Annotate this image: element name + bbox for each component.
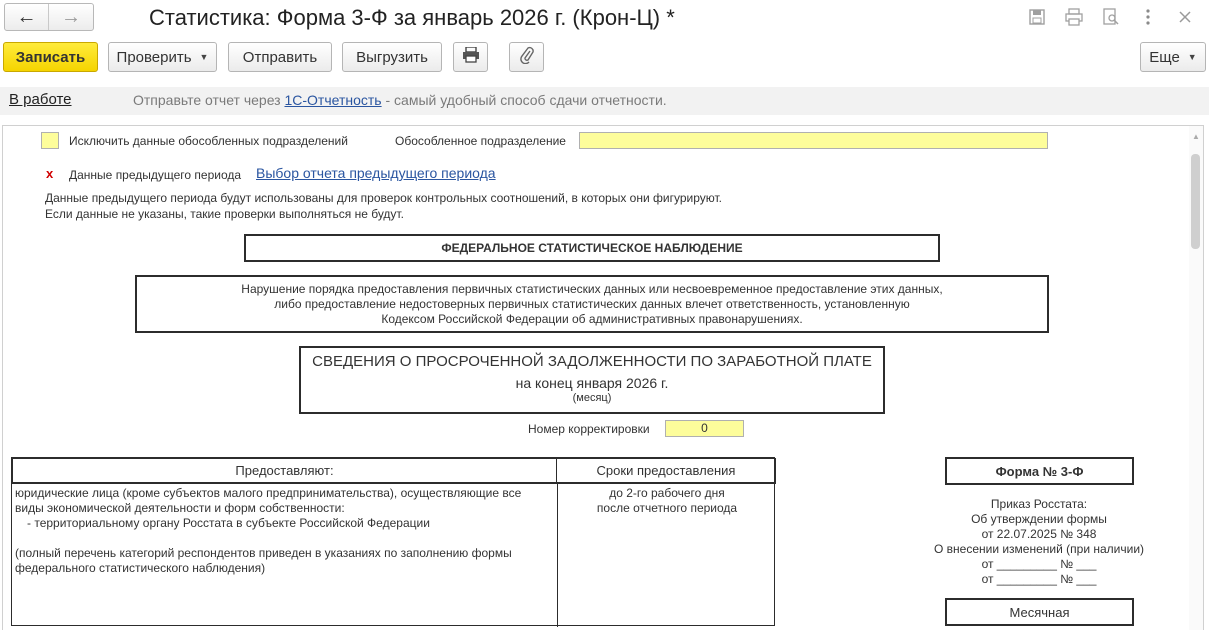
order-line5: от _________ № ___ (981, 557, 1097, 571)
scroll-thumb[interactable] (1191, 154, 1200, 249)
respondents-line4: (полный перечень категорий респондентов приведен в указаниях по заполнению формы (15, 546, 512, 560)
report-form (2, 125, 1204, 630)
order-line2: Об утверждении формы (971, 512, 1107, 526)
more-button-label: Еще (1149, 48, 1180, 66)
close-icon[interactable] (1166, 6, 1203, 28)
clear-previous-icon[interactable]: x (46, 166, 54, 181)
form-number: Форма № 3-Ф (945, 457, 1134, 485)
status-message-before: Отправьте отчет через (133, 92, 285, 108)
export-button[interactable]: Выгрузить (342, 42, 442, 72)
status-line (0, 87, 1209, 115)
paperclip-icon (520, 46, 534, 68)
title-bar (0, 0, 1209, 36)
save-icon[interactable] (1018, 6, 1055, 28)
printer-icon (462, 47, 480, 67)
status-message (133, 92, 667, 108)
more-icon[interactable] (1129, 6, 1166, 28)
correction-number-label: Номер корректировки (528, 422, 650, 436)
print-icon[interactable] (1055, 6, 1092, 28)
respondents-line1: юридические лица (кроме субъектов малого предпринимательства), осуществляющие все (15, 486, 522, 500)
status-state-link[interactable]: В работе (9, 91, 72, 108)
check-button[interactable] (108, 42, 217, 72)
respondents-line3: - территориальному органу Росстата в субъекте Российской Федерации (27, 516, 430, 530)
previous-note-line2: Если данные не указаны, такие проверки выполняться не будут. (45, 207, 404, 221)
attach-button[interactable] (509, 42, 544, 72)
respondents-table (11, 457, 775, 626)
exclude-subdivisions-label: Исключить данные обособленных подразделений (69, 134, 348, 148)
subdivision-field[interactable] (579, 132, 1048, 149)
caret-down-icon: ▼ (1187, 52, 1197, 62)
caret-down-icon: ▼ (199, 52, 209, 62)
respondents-header: Предоставляют: (12, 458, 557, 484)
correction-number-field[interactable]: 0 (665, 420, 744, 437)
periodicity-box: Месячная (945, 598, 1134, 626)
warning-line1: Нарушение порядка предоставления первичных статистических данных или несвоевременное предоставление этих данных, (241, 282, 943, 296)
print-button[interactable] (453, 42, 488, 72)
warning-line3: Кодексом Российской Федерации об административных правонарушениях. (381, 312, 803, 326)
respondents-line5: федерального статистического наблюдения) (15, 561, 266, 575)
window-title: Статистика: Форма 3-Ф за январь 2026 г. (Крон-Ц) * (149, 5, 675, 30)
report-heading (299, 346, 885, 414)
order-line4: О внесении изменений (при наличии) (933, 542, 1145, 556)
send-button[interactable]: Отправить (228, 42, 332, 72)
forward-arrow-icon[interactable]: → (61, 6, 81, 28)
deadline-line1: до 2-го рабочего дня (609, 486, 725, 500)
deadline-cell (558, 486, 776, 516)
vertical-scrollbar[interactable] (1189, 126, 1203, 630)
order-line1: Приказ Росстата: (990, 497, 1088, 511)
scroll-up-icon[interactable]: ▲ (1192, 132, 1200, 141)
rosstat-order (913, 497, 1165, 587)
federal-observation-title: ФЕДЕРАЛЬНОЕ СТАТИСТИЧЕСКОЕ НАБЛЮДЕНИЕ (244, 234, 940, 262)
window-controls (1018, 6, 1203, 28)
navigation-group (4, 3, 94, 31)
preview-icon[interactable] (1092, 6, 1129, 28)
more-button[interactable] (1140, 42, 1206, 72)
order-line3: от 22.07.2025 № 348 (981, 527, 1097, 541)
warning-line2: либо предоставление недостоверных первичных статистических данных влечет ответственность, установленную (274, 297, 910, 311)
respondents-line2: виды экономической деятельности и форм собственности: (15, 501, 345, 515)
check-button-label: Проверить (116, 48, 192, 66)
select-previous-report-link[interactable]: Выбор отчета предыдущего периода (256, 165, 496, 181)
report-period-hint: (месяц) (572, 392, 612, 404)
deadline-line2: после отчетного периода (596, 501, 738, 515)
order-line6: от _________ № ___ (981, 572, 1097, 586)
toolbar (0, 42, 1209, 74)
subdivision-label: Обособленное подразделение (395, 134, 566, 148)
previous-period-label: Данные предыдущего периода (69, 168, 242, 182)
status-message-after: - самый удобный способ сдачи отчетности. (381, 92, 667, 108)
reporting-service-link[interactable]: 1С-Отчетность (284, 92, 382, 108)
liability-warning (135, 275, 1049, 333)
report-period: на конец января 2026 г. (515, 375, 669, 391)
deadline-header: Сроки предоставления (557, 458, 776, 484)
respondents-cell (15, 486, 555, 576)
previous-note-line1: Данные предыдущего периода будут использованы для проверок контрольных соотношений, в которых они фигурируют. (45, 191, 722, 205)
exclude-subdivisions-checkbox[interactable] (41, 132, 59, 149)
save-button[interactable]: Записать (3, 42, 98, 72)
report-title: СВЕДЕНИЯ О ПРОСРОЧЕННОЙ ЗАДОЛЖЕННОСТИ ПО ЗАРАБОТНОЙ ПЛАТЕ (312, 353, 872, 370)
back-arrow-icon[interactable]: ← (5, 4, 49, 30)
